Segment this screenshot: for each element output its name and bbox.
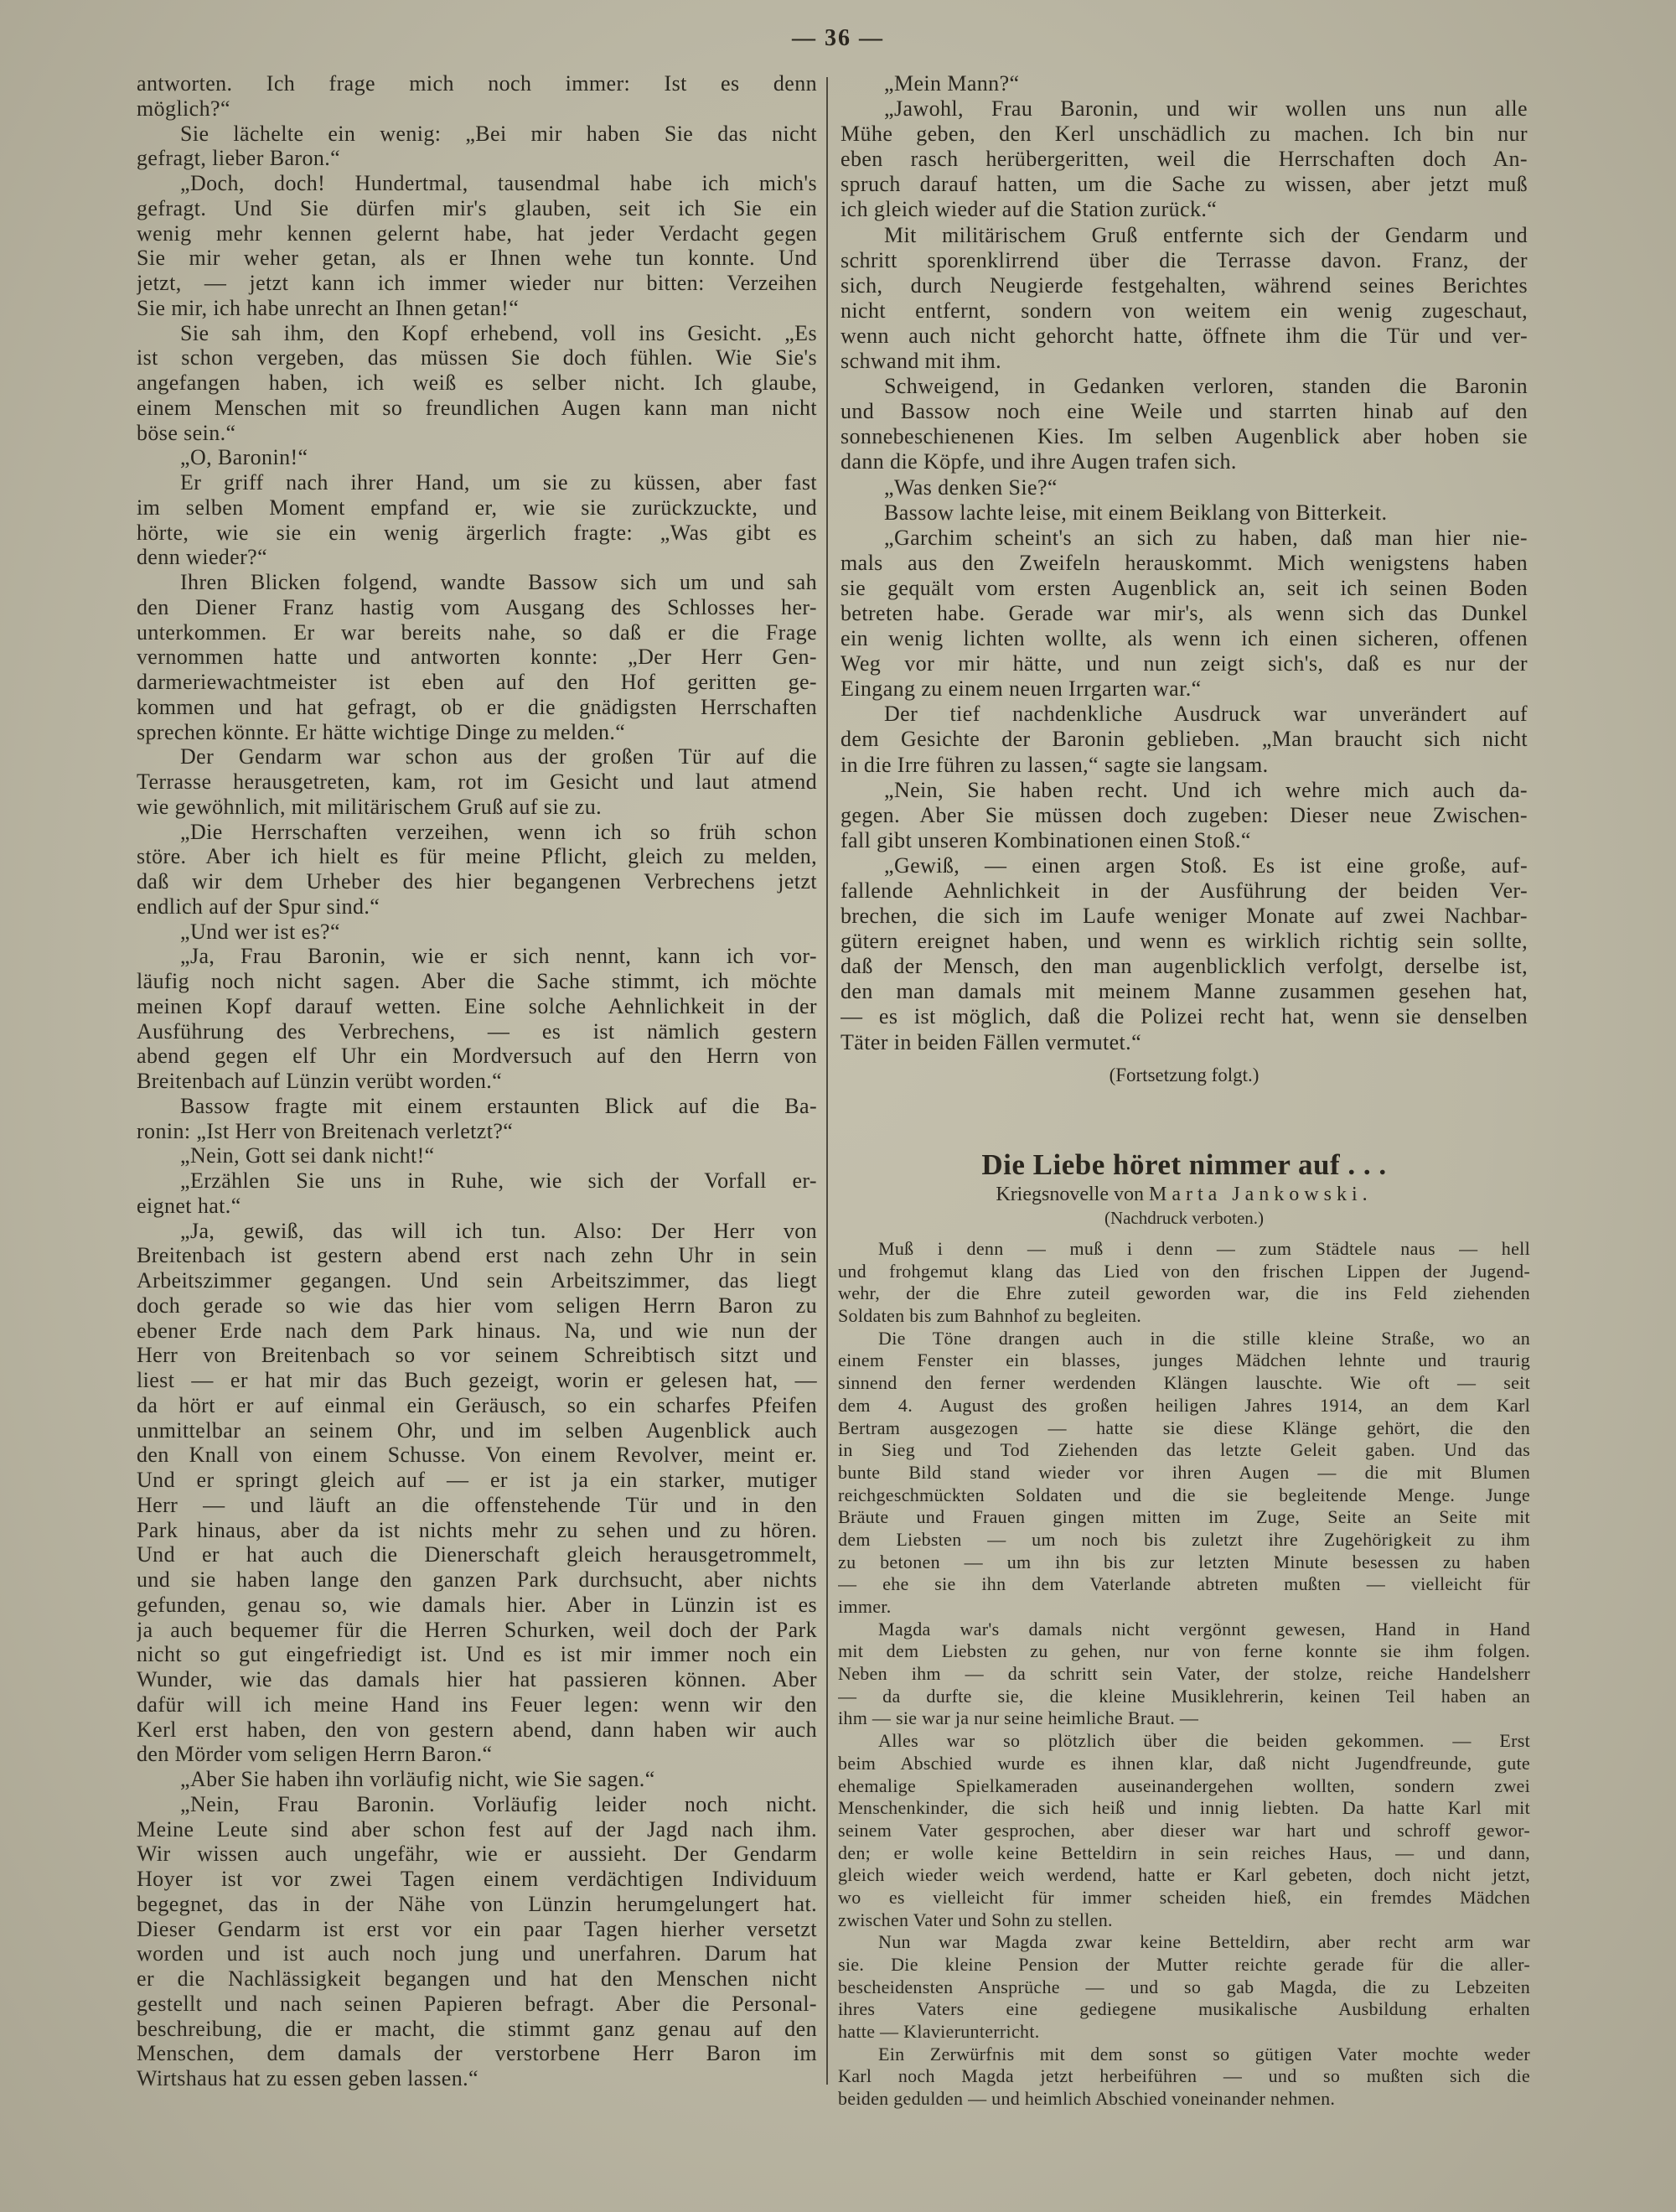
text-line: Ihren Blicken folgend, wandte Bassow sich um und sah <box>180 570 817 594</box>
text-line: schritt sporenklirrend über die Terrasse davon. Franz, der <box>841 247 1528 272</box>
text-line: den; er wolle keine Betteldirn in sein reiches Haus, — und dann, <box>838 1842 1530 1863</box>
text-line: Der Gendarm war schon aus der großen Tür auf die <box>180 744 817 769</box>
paragraph <box>137 1168 817 1219</box>
text-line: Und er springt gleich auf — er ist ja ein starker, mutiger <box>137 1468 817 1492</box>
text-line: gefragt, lieber Baron.“ <box>137 146 341 171</box>
text-line: „Jawohl, Frau Baronin, und wir wollen uns nun alle <box>884 96 1528 122</box>
text-line: bunte Bild stand wieder vor ihren Augen — die mit Blumen <box>838 1461 1530 1483</box>
text-line: den Knall von einem Schusse. Von einem Revolver, meint er. <box>137 1443 817 1468</box>
text-line: Dieser Gendarm ist erst vor ein paar Tagen hierher versetzt <box>137 1916 817 1941</box>
paragraph <box>838 2044 1530 2111</box>
continuation-note: (Fortsetzung folgt.) <box>1109 1065 1260 1085</box>
paragraph <box>137 1143 817 1168</box>
text-line: und Bassow noch eine Weile und starrten hinab auf den <box>841 399 1528 424</box>
text-line: Sie mir, ich habe unrecht an Ihnen getan!“ <box>137 295 520 320</box>
text-line: dafür will ich meine Hand ins Feuer legen: wenn wir den <box>137 1691 817 1717</box>
text-line: ich gleich wieder auf die Station zurück.“ <box>841 197 1218 222</box>
text-line: eignet hat.“ <box>137 1193 241 1218</box>
paragraph <box>137 71 817 122</box>
text-line: — ehe sie ihn dem Vaterlande abtreten mußten — vielleicht für <box>838 1573 1530 1595</box>
text-line: Sie lächelte ein wenig: „Bei mir haben Sie das nicht <box>180 121 817 146</box>
text-line: gefragt. Und Sie dürfen mir's glauben, seit ich Sie ein <box>137 195 817 220</box>
text-line: in die Irre führen zu lassen,“ sagte sie langsam. <box>841 752 1269 777</box>
text-line: Ein Zerwürfnis mit dem sonst so gütigen Vater mochte weder <box>878 2043 1530 2064</box>
text-line: einem Menschen mit so freundlichen Augen kann man nicht <box>137 395 817 420</box>
paragraph <box>137 920 817 945</box>
paragraph <box>841 71 1528 96</box>
text-line: wo es vielleicht für immer scheiden hieß, ein fremdes Mädchen <box>838 1886 1530 1908</box>
text-line: „Nein, Gott sei dank nicht!“ <box>180 1143 435 1168</box>
page-number: — 36 — <box>792 25 884 51</box>
text-line: abend gegen elf Uhr ein Mordversuch auf den Herrn von <box>137 1044 817 1069</box>
text-line: gleich wieder weich werdend, hatte er Karl gebeten, doch nicht jetzt, <box>838 1864 1530 1886</box>
text-line: er die Nachlässigkeit begangen und hat den Menschen nicht <box>137 1966 817 1991</box>
text-line: fallende Aehnlichkeit in der Ausführung der beiden Ver- <box>841 878 1528 903</box>
text-line: immer. <box>838 1596 892 1617</box>
paragraph <box>137 570 817 744</box>
text-line: „Nein, Frau Baronin. Vorläufig leider noch nicht. <box>180 1791 817 1816</box>
text-line: sich, durch Neugierde festgehalten, während seines Berichtes <box>841 272 1528 298</box>
paragraph <box>841 500 1528 526</box>
text-line: eben rasch herübergeritten, weil die Herrschaften doch An- <box>841 147 1528 172</box>
text-line: „Ja, Frau Baronin, wie er sich nennt, kann ich vor- <box>180 944 817 969</box>
paragraph <box>137 321 817 446</box>
text-line: Bassow lachte leise, mit einem Beiklang von Bitterkeit. <box>884 500 1388 525</box>
text-line: jetzt, — jetzt kann ich immer wieder nur bitten: Verzeihen <box>137 271 817 295</box>
text-line: den Diener Franz hastig vom Ausgang des Schlosses her- <box>137 594 817 619</box>
text-line: „Erzählen Sie uns in Ruhe, wie sich der Vorfall er- <box>180 1168 817 1193</box>
text-line: nicht entfernt, sondern von weitem ein wenig zugeschaut, <box>841 298 1528 323</box>
text-line: da hört er auf einmal ein Geräusch, so ein scharfes Pfeifen <box>137 1392 817 1417</box>
text-line: Wirtshaus hat zu essen geben lassen.“ <box>137 2066 478 2090</box>
text-line: dem Gesichte der Baronin geblieben. „Man braucht sich nicht <box>841 727 1528 752</box>
column-divider <box>826 77 828 2085</box>
text-line: sinnend den ferner werdenden Klängen lauschte. Wie oft — seit <box>838 1372 1530 1394</box>
text-line: liest — er hat mir das Buch gezeigt, worin er gelesen hat, — <box>137 1368 817 1392</box>
text-line: nicht so gut eingefriedigt ist. Und es ist mir immer noch ein <box>137 1642 817 1667</box>
paragraph <box>841 526 1528 702</box>
text-line: Muß i denn — muß i denn — zum Städtele naus — hell <box>878 1238 1530 1259</box>
text-line: betreten habe. Gerade war mir's, als wenn sich das Dunkel <box>841 600 1528 625</box>
text-line: Die Töne drangen auch in die stille kleine Straße, wo an <box>878 1327 1530 1349</box>
text-line: „Garchim scheint's an sich zu haben, daß man hier nie- <box>884 525 1528 550</box>
text-line: unmittelbar an seinem Ohr, und im selben Augenblick auch <box>137 1417 817 1443</box>
text-line: Bräute und Frauen gingen mitten im Zuge, Seite an Seite mit <box>838 1506 1530 1528</box>
text-line: ronin: „Ist Herr von Breitenach verletzt?“ <box>137 1118 514 1143</box>
right-column <box>841 71 1528 1055</box>
text-line: Weg vor mir hätte, und nun zeigt sich's, daß es nur der <box>841 651 1528 676</box>
text-line: im selben Moment empfand er, wie sie zurückzuckte, und <box>137 495 817 520</box>
text-line: Meine Leute sind aber schon fest auf der Jagd nach ihm. <box>137 1816 817 1842</box>
text-line: wehr, der die Ehre zuteil geworden war, die ins Feld ziehenden <box>838 1282 1530 1304</box>
text-line: schwand mit ihm. <box>841 349 1001 374</box>
text-line: Und er hat auch die Dienerschaft gleich herausgetrommelt, <box>137 1542 817 1567</box>
paragraph <box>838 1619 1530 1730</box>
text-line: „Was denken Sie?“ <box>884 474 1058 500</box>
text-line: brechen, die sich im Laufe weniger Monate auf zwei Nachbar- <box>841 904 1528 929</box>
text-line: sie. Die kleine Pension der Mutter reichte gerade für die aller- <box>838 1954 1530 1975</box>
story-text <box>838 1238 1530 2111</box>
text-line: Bertram ausgezogen — hatte sie diese Klänge gehört, die den <box>838 1417 1530 1438</box>
text-line: Sie sah ihm, den Kopf erhebend, voll ins Gesicht. „Es <box>180 320 817 345</box>
text-line: Kerl erst haben, den von gestern abend, dann haben wir auch <box>137 1717 817 1742</box>
paragraph <box>841 223 1528 375</box>
text-line: Eingang zu einem neuen Irrgarten war.“ <box>841 676 1202 702</box>
text-line: ein wenig lichten wollte, als wenn ich einen sicheren, offenen <box>841 626 1528 651</box>
text-line: ebener Erde nach dem Park hinaus. Na, und wie nun der <box>137 1318 817 1343</box>
text-line: Mit militärischem Gruß entfernte sich der Gendarm und <box>884 222 1528 247</box>
text-line: in Sieg und Tod Ziehenden das letzte Geleit gaben. Und das <box>838 1439 1530 1461</box>
text-line: dann die Köpfe, und ihre Augen trafen sich. <box>841 449 1237 474</box>
paragraph <box>137 1219 817 1768</box>
text-line: Terrasse herausgetreten, kam, rot im Gesicht und laut atmend <box>137 769 817 794</box>
text-line: wie gewöhnlich, mit militärischem Gruß auf sie zu. <box>137 794 603 819</box>
text-line: Neben ihm — da schritt sein Vater, der stolze, reiche Handelsherr <box>838 1663 1530 1685</box>
text-line: gütern ereignet haben, und wenn es wirklich richtig sein sollte, <box>841 929 1528 954</box>
text-line: böse sein.“ <box>137 420 236 445</box>
text-line: „Und wer ist es?“ <box>180 919 340 944</box>
text-line: „Mein Mann?“ <box>884 71 1020 96</box>
paragraph <box>841 374 1528 474</box>
text-line: endlich auf der Spur sind.“ <box>137 894 380 919</box>
text-line: Wunder, wie das damals hier hat passieren können. Aber <box>137 1667 817 1691</box>
text-line: den Mörder vom seligen Herrn Baron.“ <box>137 1742 493 1767</box>
text-line: — es ist möglich, daß die Polizei recht hat, wenn sie denselben <box>841 1004 1528 1029</box>
paragraph <box>137 1792 817 2091</box>
text-line: Herr von Breitenbach so vor seinem Schreibtisch sitzt und <box>137 1343 817 1368</box>
text-line: Nun war Magda zwar keine Betteldirn, aber recht arm war <box>878 1931 1530 1953</box>
text-line: Sie mir weher getan, als er Ihnen wehe tun konnte. Und <box>137 246 817 271</box>
paragraph <box>137 1767 817 1792</box>
text-line: Ausführung des Verbrechens, — es ist nämlich gestern <box>137 1018 817 1044</box>
story-byline <box>841 1181 1528 1208</box>
text-line: unterkommen. Er war bereits nahe, so daß er die Frage <box>137 619 817 645</box>
text-line: Karl noch Magda jetzt herbeiführen — und so mußten sich die <box>838 2065 1530 2087</box>
text-line: sie gequält vom ersten Augenblick an, seit ich seinen Boden <box>841 575 1528 600</box>
text-line: „O, Baronin!“ <box>180 445 308 470</box>
text-line: ist schon vergeben, das müssen Sie doch fühlen. Wie Sie's <box>137 345 817 370</box>
text-line: „Die Herrschaften verzeihen, wenn ich so früh schon <box>180 819 817 844</box>
byline-prefix: Kriegsnovelle von <box>996 1184 1144 1205</box>
author-name: Marta Jankowski. <box>1148 1184 1373 1205</box>
text-line: möglich?“ <box>137 96 230 121</box>
text-line: Wir wissen auch ungefähr, wie er aussieht. Der Gendarm <box>137 1842 817 1867</box>
text-line: daß wir dem Urheber des hier begangenen Verbrechens jetzt <box>137 869 817 894</box>
paragraph <box>137 122 817 172</box>
text-line: Soldaten bis zum Bahnhof zu begleiten. <box>838 1305 1142 1327</box>
text-line: Menschen, dem damals der verstorbene Herr Baron im <box>137 2041 817 2066</box>
text-line: angefangen haben, ich weiß es selber nicht. Ich glaube, <box>137 370 817 395</box>
paragraph <box>137 445 817 470</box>
paragraph <box>838 1730 1530 1931</box>
text-line: Breitenbach ist gestern abend erst nach zehn Uhr in sein <box>137 1243 817 1268</box>
text-line: Mühe geben, den Kerl unschädlich zu machen. Ich bin nur <box>841 122 1528 147</box>
text-line: Der tief nachdenkliche Ausdruck war unverändert auf <box>884 702 1528 727</box>
text-line: Alles war so plötzlich über die beiden gekommen. — Erst <box>878 1730 1530 1752</box>
text-line: „Ja, gewiß, das will ich tun. Also: Der Herr von <box>180 1218 817 1243</box>
text-line: den man damals mit meinem Manne zusammen gesehen hat, <box>841 979 1528 1004</box>
text-line: Breitenbach auf Lünzin verübt worden.“ <box>137 1069 503 1093</box>
text-line: beiden gedulden — und heimlich Abschied voneinander nehmen. <box>838 2088 1336 2110</box>
story-title: Die Liebe höret nimmer auf . . . <box>981 1148 1387 1181</box>
text-line: beim Abschied wurde es ihnen klar, daß nicht Jugendfreunde, gute <box>838 1752 1530 1774</box>
left-column <box>137 71 817 2091</box>
text-line: worden und ist auch noch jung und unerfahren. Darum hat <box>137 1941 817 1966</box>
text-line: „Aber Sie haben ihn vorläufig nicht, wie Sie sagen.“ <box>180 1767 655 1791</box>
text-line: zu betonen — um ihn bis zur letzten Minute besessen zu haben <box>838 1551 1530 1572</box>
text-line: einem Fenster ein blasses, junges Mädchen lehnte und traurig <box>838 1349 1530 1371</box>
paragraph <box>838 1328 1530 1619</box>
text-line: Er griff nach ihrer Hand, um sie zu küssen, aber fast <box>180 470 817 495</box>
paragraph <box>841 778 1528 853</box>
text-line: seinem Vater gesprochen, aber dieser war hart und schroff gewor- <box>838 1819 1530 1841</box>
paragraph <box>841 475 1528 500</box>
text-line: meinen Kopf darauf wetten. Eine solche Aehnlichkeit in der <box>137 993 817 1018</box>
text-line: spruch darauf hatten, um die Sache zu wissen, aber jetzt muß <box>841 172 1528 197</box>
reprint-notice: (Nachdruck verboten.) <box>1104 1208 1265 1228</box>
text-line: ihres Vaters eine gediegene musikalische Ausbildung erhalten <box>838 1998 1530 2020</box>
text-line: hörte, wie sie ein wenig ärgerlich fragte: „Was gibt es <box>137 520 817 545</box>
text-line: und frohgemut klang das Lied von den frischen Lippen der Jugend- <box>838 1260 1530 1282</box>
text-line: wenig mehr kennen gelernt habe, hat jeder Verdacht gegen <box>137 220 817 246</box>
text-line: ja auch bequemer für die Herren Schurken, weil doch der Park <box>137 1617 817 1642</box>
text-line: Schweigend, in Gedanken verloren, standen die Baronin <box>884 374 1528 399</box>
text-line: sonnebeschienenen Kies. Im selben Augenblick aber hoben sie <box>841 424 1528 449</box>
text-line: „Doch, doch! Hundertmal, tausendmal habe ich mich's <box>180 171 817 195</box>
text-line: daß der Mensch, den man augenblicklich verfolgt, derselbe ist, <box>841 954 1528 979</box>
text-line: Täter in beiden Fällen vermutet.“ <box>841 1029 1142 1054</box>
text-line: beschreibung, die er macht, die stimmt ganz genau auf den <box>137 2016 817 2041</box>
text-line: gegen. Aber Sie müssen doch zugeben: Dieser neue Zwischen- <box>841 802 1528 827</box>
text-line: Hoyer ist vor zwei Tagen einem verdächtigen Individuum <box>137 1867 817 1891</box>
paragraph <box>137 171 817 321</box>
text-line: antworten. Ich frage mich noch immer: Ist es denn <box>137 71 817 96</box>
paragraph <box>137 744 817 819</box>
paragraph <box>137 470 817 570</box>
text-line: vernommen hatte und antworten konnte: „Der Herr Gen- <box>137 645 817 670</box>
text-line: mit dem Liebsten zu gehen, nur von ferne konnte sie ihm folgen. <box>838 1640 1530 1662</box>
text-line: dem 4. August des großen heiligen Jahres 1914, an dem Karl <box>838 1394 1530 1416</box>
text-line: läufig noch nicht sagen. Aber die Sache stimmt, ich möchte <box>137 969 817 993</box>
paragraph <box>137 944 817 1094</box>
text-line: begegnet, das in der Nähe von Lünzin herumgelungert hat. <box>137 1891 817 1916</box>
text-line: Park hinaus, aber da ist nichts mehr zu sehen und zu hören. <box>137 1517 817 1542</box>
text-line: darmeriewachtmeister ist eben auf den Hof geritten ge- <box>137 670 817 694</box>
text-line: doch gerade so wie das hier vom seligen Herrn Baron zu <box>137 1292 817 1318</box>
text-line: Arbeitszimmer gegangen. Und sein Arbeitszimmer, das liegt <box>137 1268 817 1292</box>
text-line: Menschenkinder, die sich heiß und innig liebten. Da hatte Karl mit <box>838 1797 1530 1819</box>
text-line: kommen und hat gefragt, ob er die gnädigsten Herrschaften <box>137 694 817 719</box>
text-line: sprechen könnte. Er hätte wichtige Dinge zu melden.“ <box>137 719 626 744</box>
text-line: „Nein, Sie haben recht. Und ich wehre mich auch da- <box>884 777 1528 802</box>
paragraph <box>841 96 1528 222</box>
text-line: — da durfte sie, die kleine Musiklehrerin, keinen Teil haben an <box>838 1685 1530 1707</box>
text-line: hatte — Klavierunterricht. <box>838 2021 1040 2043</box>
text-line: störe. Aber ich hielt es für meine Pflicht, gleich zu melden, <box>137 844 817 869</box>
text-line: fall gibt unseren Kombinationen einen Stoß.“ <box>841 827 1251 852</box>
paragraph <box>841 853 1528 1055</box>
text-line: Magda war's damals nicht vergönnt gewesen, Hand in Hand <box>878 1618 1530 1640</box>
text-line: gestellt und nach seinen Papieren befragt. Aber die Personal- <box>137 1991 817 2016</box>
text-line: Bassow fragte mit einem erstaunten Blick auf die Ba- <box>180 1093 817 1118</box>
text-line: und sie haben lange den ganzen Park durchsucht, aber nichts <box>137 1567 817 1592</box>
text-line: reichgeschmückten Soldaten und die sie begleitende Menge. Junge <box>838 1484 1530 1505</box>
text-line: Herr — und läuft an die offenstehende Tür und in den <box>137 1492 817 1517</box>
text-line: ehemalige Spielkameraden auseinandergehen wollten, sondern zwei <box>838 1774 1530 1796</box>
text-line: mals aus den Zweifeln herauskommt. Mich wenigstens haben <box>841 550 1528 575</box>
paragraph <box>838 1238 1530 1328</box>
text-line: wenn auch nicht gehorcht hatte, öffnete ihm die Tür und ver- <box>841 323 1528 348</box>
text-line: gefunden, genau so, wie damals hier. Aber in Lünzin ist es <box>137 1592 817 1617</box>
text-line: zwischen Vater und Sohn zu stellen. <box>838 1909 1113 1930</box>
text-line: dem Liebsten — um noch bis zuletzt ihre Zugehörigkeit zu ihm <box>838 1528 1530 1550</box>
text-line: denn wieder?“ <box>137 545 268 570</box>
text-line: bescheidensten Ansprüche — und so gab Magda, die zu Lebzeiten <box>838 1976 1530 1997</box>
paragraph <box>838 1931 1530 2043</box>
text-line: „Gewiß, — einen argen Stoß. Es ist eine große, auf- <box>884 852 1528 878</box>
paragraph <box>137 820 817 920</box>
paragraph <box>841 702 1528 777</box>
paragraph <box>137 1094 817 1144</box>
text-line: ihm — sie war ja nur seine heimliche Braut. — <box>838 1707 1199 1729</box>
